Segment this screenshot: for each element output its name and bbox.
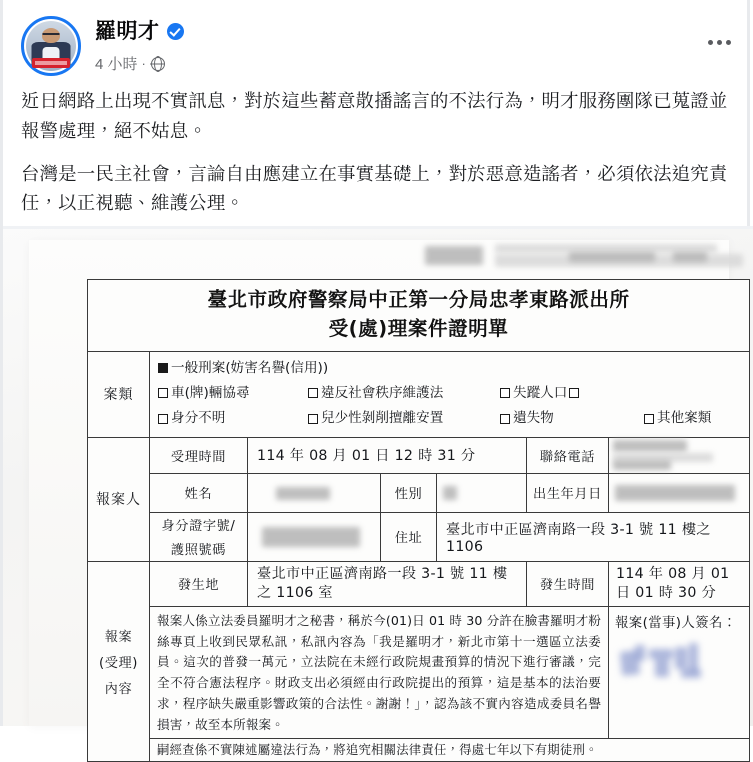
- redaction-block-header-4: [569, 252, 655, 262]
- checkbox-general-criminal[interactable]: [158, 358, 328, 378]
- narrative-row: [150, 607, 749, 740]
- checkbox-other-case-type[interactable]: [644, 408, 711, 428]
- received-time-row: [150, 438, 749, 474]
- checkbox-child-exploitation[interactable]: [308, 408, 500, 428]
- checkbox-vehicle-search-label: 車(牌)輛協尋: [171, 385, 250, 401]
- incident-place-label-cell: [150, 562, 248, 606]
- narrative-text: 報案人係立法委員羅明才之秘書，稱於今(01)日 01 時 30 分許在臉書羅明才粉絲專頁上收到民眾私訊，私訊內容為「我是羅明才，新北市第十一選區立法委員。這次的普發一萬元，立法院在未經行政院規畫預算的情況下進行審議，完全不符合憲法程序。財政支出必須經由行政院提出的預算，這是基本的法治要求，程序缺失嚴重影響政策的合法性。謝謝！」，認為該不實內容造成委員名譽損害，故至本所報案。: [157, 612, 601, 732]
- birthdate-label: 出生年月日: [533, 487, 602, 503]
- redaction-phone-3: [613, 460, 671, 470]
- meta-separator: ·: [141, 56, 146, 71]
- checkbox-social-order-act-label: 違反社會秩序維護法: [321, 385, 444, 401]
- signature-redaction: [619, 641, 715, 687]
- reporter-fields: [150, 438, 749, 561]
- gender-label-cell: [381, 474, 437, 512]
- document-title-cell: [88, 280, 749, 351]
- report-content-label-line-1: 報案: [104, 630, 133, 646]
- phone-label-cell: [527, 438, 609, 473]
- case-type-label-cell: [88, 352, 150, 437]
- id-label-line-2: 護照號碼: [170, 543, 227, 559]
- post-meta: [95, 53, 165, 74]
- document-title-row: [88, 280, 749, 352]
- incident-time-label: 發生時間: [539, 578, 596, 594]
- checkbox-empty-icon: [569, 388, 579, 398]
- checkbox-missing-person[interactable]: [500, 383, 582, 403]
- redaction-birthdate: [615, 485, 735, 501]
- gender-value-cell: [437, 474, 527, 512]
- incident-time-label-cell: [527, 562, 609, 606]
- birthdate-label-cell: [527, 474, 609, 512]
- checkbox-lost-property-label: 遺失物: [513, 410, 554, 427]
- attached-document-photo[interactable]: [3, 226, 753, 758]
- signature-stroke-2: [635, 645, 645, 661]
- incident-place-value: 臺北市中正區濟南路一段 3-1 號 11 樓之 1106 室: [257, 565, 508, 601]
- reporter-label-cell: [88, 438, 150, 561]
- author-row: [95, 21, 184, 42]
- incident-time-value-cell: [609, 562, 749, 606]
- footer-note-text: 嗣經查係不實陳述屬違法行為，將追究相關法律責任，得處七年以下有期徒刑。: [157, 742, 598, 758]
- checkbox-empty-icon: [500, 388, 510, 398]
- signature-stroke-3: [649, 649, 673, 659]
- redaction-block-header-1: [425, 246, 483, 265]
- report-content-fields: [150, 562, 749, 762]
- gender-label: 性別: [394, 487, 423, 503]
- incident-place-value-cell: [248, 562, 527, 606]
- address-label: 住址: [394, 531, 423, 547]
- redaction-id: [262, 527, 360, 547]
- signature-stroke-5: [675, 647, 687, 669]
- received-time-value: 114 年 08 月 01 日 12 時 31 分: [257, 448, 476, 465]
- document-title-line-2: 受(處)理案件證明單: [328, 317, 509, 341]
- police-report-table: [87, 279, 750, 762]
- incident-row: [150, 562, 749, 607]
- report-content-label-line-3: 內容: [104, 682, 133, 698]
- checkbox-empty-icon: [158, 414, 168, 424]
- signature-label: 報案(當事)人簽名：: [615, 615, 737, 631]
- received-time-value-cell: [248, 438, 527, 473]
- globe-icon[interactable]: [151, 57, 165, 71]
- case-type-label: 案類: [103, 387, 134, 404]
- avatar-banner-shape: [32, 58, 70, 68]
- dot-1: [708, 40, 713, 45]
- checkbox-empty-icon: [308, 414, 318, 424]
- address-value-cell: [437, 513, 749, 561]
- post-paragraph-1: 近日網路上出現不實訊息，對於這些蓄意散播謠言的不法行為，明才服務團隊已蒐證並報警處理，絕不姑息。: [21, 90, 728, 141]
- avatar-image: [26, 21, 76, 71]
- phone-value-cell: [609, 438, 749, 473]
- dot-2: [717, 40, 722, 45]
- checkbox-unknown-identity[interactable]: [158, 408, 308, 428]
- birthdate-value-cell: [609, 474, 749, 512]
- checkbox-unknown-identity-label: 身分不明: [171, 410, 226, 427]
- narrative-cell: [150, 607, 609, 739]
- checkbox-checked-icon: [158, 363, 168, 373]
- case-type-row-3: [158, 408, 711, 428]
- id-label-line-1: 身分證字號/: [161, 519, 236, 535]
- checkbox-empty-icon: [644, 414, 654, 424]
- redaction-gender: [443, 486, 457, 500]
- signature-cell: [609, 607, 749, 739]
- author-name[interactable]: 羅明才: [95, 20, 160, 43]
- received-time-label: 受理時間: [170, 449, 227, 465]
- checkbox-empty-icon: [500, 414, 510, 424]
- redaction-name: [276, 487, 330, 500]
- checkbox-missing-person-label: 失蹤人口: [513, 385, 568, 401]
- case-type-primary-row: [158, 358, 328, 378]
- redaction-phone-1: [613, 440, 687, 452]
- address-value: 臺北市中正區濟南路一段 3-1 號 11 樓之 1106: [446, 521, 711, 555]
- signature-stroke-7: [681, 669, 701, 678]
- reporter-identity-row: [150, 474, 749, 513]
- name-value-cell: [248, 474, 381, 512]
- report-content-label-cell: [88, 562, 150, 762]
- avatar[interactable]: [21, 16, 81, 76]
- name-label: 姓名: [184, 487, 213, 503]
- case-type-row: [88, 352, 749, 438]
- received-time-label-cell: [150, 438, 248, 473]
- post-timestamp[interactable]: 4 小時: [95, 56, 138, 73]
- id-value-cell: [248, 513, 381, 561]
- signature-stroke-4: [655, 659, 669, 677]
- post-text-body: [21, 86, 735, 231]
- checkbox-vehicle-search[interactable]: [158, 383, 308, 403]
- document-title-line-1: 臺北市政府警察局中正第一分局忠孝東路派出所: [207, 288, 630, 311]
- footer-note-row: [150, 739, 749, 761]
- name-label-cell: [150, 474, 248, 512]
- document-paper: [29, 240, 737, 758]
- address-label-cell: [381, 513, 437, 561]
- checkbox-social-order-act[interactable]: [308, 383, 500, 403]
- reporter-label: 報案人: [96, 492, 141, 509]
- checkbox-lost-property[interactable]: [500, 408, 644, 428]
- more-options-button[interactable]: [701, 30, 737, 54]
- id-label-cell: [150, 513, 248, 561]
- dot-3: [726, 40, 731, 45]
- case-type-options: [150, 352, 749, 437]
- reporter-block-row: [88, 438, 749, 562]
- phone-label: 聯絡電話: [539, 449, 596, 465]
- incident-time-value: 114 年 08 月 01 日 01 時 30 分: [616, 565, 730, 601]
- post-header: [3, 0, 753, 86]
- reporter-address-row: [150, 513, 749, 561]
- case-type-row-2: [158, 383, 582, 403]
- verified-badge-icon: [167, 23, 184, 40]
- checkbox-other-case-type-label: 其他案類: [657, 410, 712, 427]
- incident-place-label: 發生地: [177, 578, 220, 594]
- checkbox-general-criminal-label: 一般刑案(妨害名譽(信用)): [171, 359, 329, 376]
- footer-note-cell: [150, 739, 749, 761]
- avatar-glasses-shape: [43, 33, 60, 37]
- post-paragraph-2: 台灣是一民主社會，言論自由應建立在事實基礎上，對於惡意造謠者，必須依法追究責任，以正視聽、維護公理。: [21, 162, 728, 214]
- checkbox-empty-icon: [158, 388, 168, 398]
- checkbox-empty-icon: [308, 388, 318, 398]
- report-content-label-line-2: (受理): [98, 656, 139, 672]
- redaction-block-header-5: [673, 252, 707, 262]
- checkbox-child-exploitation-label: 兒少性剝削擅離安置: [321, 410, 444, 427]
- report-content-block-row: [88, 562, 749, 762]
